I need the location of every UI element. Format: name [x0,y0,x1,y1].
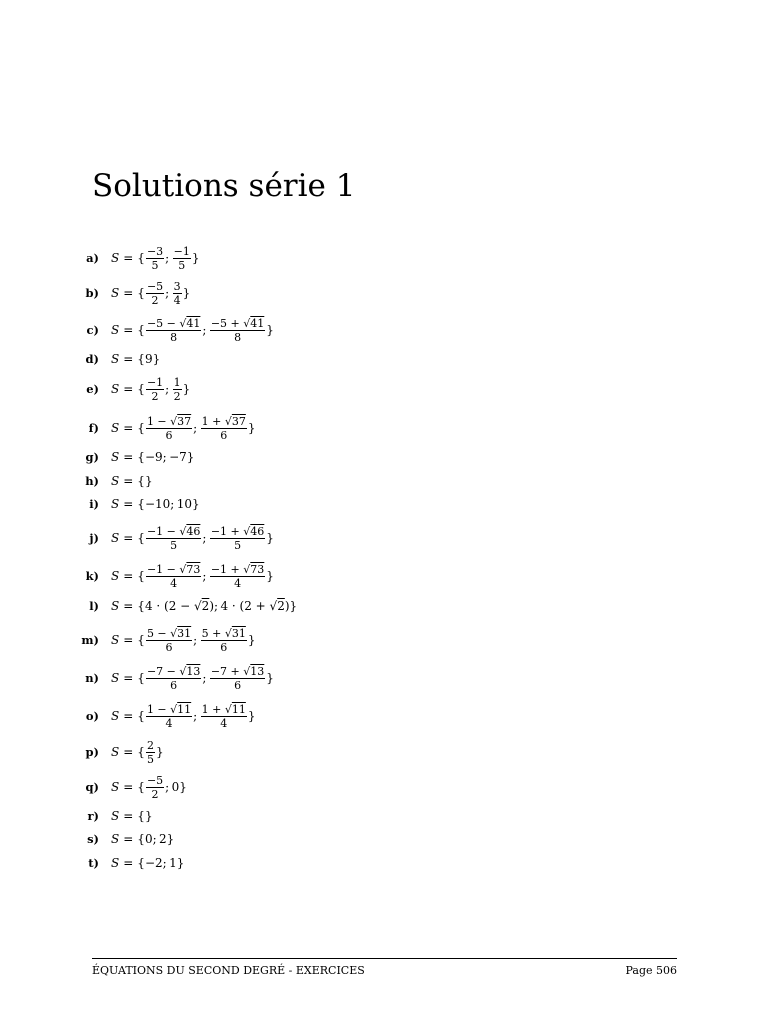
solution-label: k) [85,569,99,583]
solution-row [0,242,199,274]
fraction [146,377,164,402]
solution-row [0,736,164,768]
open-brace: { [137,286,145,300]
fraction-denominator: 8 [234,330,242,344]
fraction [173,281,182,306]
open-brace: { [137,780,145,794]
solution-row [0,560,274,592]
solution-row [0,343,160,375]
set-symbol: S [111,745,120,759]
solution-equation [111,832,174,846]
fraction-denominator: 2 [151,787,159,801]
separator: ; [202,671,209,685]
solution-equation [111,740,164,765]
solution-label: o) [85,709,99,723]
close-brace: } [191,251,200,265]
fraction [146,740,155,765]
equals-sign: = [123,856,134,870]
fraction-denominator: 5 [234,538,242,552]
fraction-numerator: −1 − √46 [146,524,201,538]
close-brace: } [182,286,191,300]
close-brace: } [266,569,274,583]
equals-sign: = [123,599,134,613]
fraction-numerator: 1 [173,375,181,389]
set-symbol: S [111,497,120,511]
footer-chapter-title: ÉQUATIONS DU SECOND DEGRÉ - EXERCICES [92,964,365,977]
separator: ; [170,497,177,511]
fraction-denominator: 4 [165,716,173,730]
set-symbol: S [111,352,120,366]
solution-equation [111,377,190,402]
solution-value: 0 [144,832,153,846]
fraction-denominator: 6 [165,428,173,442]
solution-value: 1 [169,856,177,870]
solution-equation [111,281,190,306]
fraction [210,666,265,691]
separator: ; [193,421,200,435]
solution-value: 4 · (2 + √2) [220,599,290,613]
equals-sign: = [123,286,134,300]
solution-label: p) [85,745,99,759]
fraction-numerator: −1 + √73 [210,562,265,576]
solution-label: a) [86,251,99,265]
fraction-denominator: 6 [234,678,242,692]
open-brace: { [137,450,145,464]
separator: ; [162,450,170,464]
solution-label: m) [81,633,99,647]
solution-equation [111,416,256,441]
fraction-denominator: 2 [173,389,181,403]
fraction-denominator: 6 [220,640,228,654]
separator: ; [165,251,172,265]
close-brace: } [144,809,153,823]
set-symbol: S [111,251,120,265]
radicand: 37 [231,414,246,428]
solution-equation [111,474,153,488]
fraction-denominator: 4 [170,576,178,590]
solution-label: b) [85,286,99,300]
solution-equation [111,526,274,551]
fraction-numerator: −7 + √13 [210,664,265,678]
close-brace: } [186,450,195,464]
footer-page-number: Page 506 [625,964,677,977]
solution-value: 2 [159,832,167,846]
equals-sign: = [123,421,134,435]
fraction [146,318,201,343]
close-brace: } [266,531,274,545]
solution-row [0,522,274,554]
radicand: 73 [250,562,265,576]
solution-label: l) [89,599,99,613]
radicand: 13 [250,664,265,678]
solution-value: 10 [176,497,192,511]
solution-equation [111,704,256,729]
solution-label: s) [87,832,99,846]
solution-label: t) [88,856,99,870]
open-brace: { [137,671,145,685]
solution-row [0,412,256,444]
solution-equation [111,856,184,870]
fraction [146,775,164,800]
solution-row [0,624,256,656]
equals-sign: = [123,709,134,723]
solution-row [0,847,184,879]
fraction-denominator: 6 [165,640,173,654]
solution-value: −9 [144,450,163,464]
footer-rule [92,958,677,959]
close-brace: } [289,599,298,613]
set-symbol: S [111,382,120,396]
fraction-numerator: 1 + √11 [201,702,246,716]
fraction [201,416,247,441]
solution-equation [111,628,256,653]
separator: ; [162,856,170,870]
radicand: 2 [201,599,210,613]
solution-value: 9 [144,352,153,366]
fraction [146,416,192,441]
separator: ; [165,382,172,396]
close-brace: } [144,474,153,488]
fraction-numerator: −5 [146,773,164,787]
solution-label: d) [85,352,99,366]
radicand: 46 [186,524,201,538]
fraction [146,628,192,653]
open-brace: { [137,421,145,435]
equals-sign: = [123,531,134,545]
fraction [146,704,192,729]
fraction [210,564,265,589]
set-symbol: S [111,809,120,823]
set-symbol: S [111,531,120,545]
separator: ; [152,832,160,846]
open-brace: { [137,832,145,846]
radicand: 73 [186,562,201,576]
fraction-numerator: −5 + √41 [210,316,265,330]
fraction-numerator: 1 − √37 [146,414,192,428]
equals-sign: = [123,251,134,265]
close-brace: } [266,671,274,685]
solution-label: f) [88,421,99,435]
equals-sign: = [123,382,134,396]
equals-sign: = [123,323,134,337]
close-brace: } [247,633,256,647]
separator: ; [193,709,200,723]
solution-label: n) [85,671,99,685]
close-brace: } [192,497,200,511]
open-brace: { [137,709,145,723]
fraction-numerator: −1 + √46 [210,524,265,538]
solution-label: c) [86,323,99,337]
solution-label: r) [87,809,99,823]
close-brace: } [247,421,256,435]
equals-sign: = [123,569,134,583]
fraction-numerator: 3 [173,279,181,293]
equals-sign: = [123,832,134,846]
fraction [210,318,265,343]
solution-label: g) [85,450,99,464]
fraction-denominator: 6 [220,428,228,442]
open-brace: { [137,323,145,337]
open-brace: { [137,599,145,613]
set-symbol: S [111,832,120,846]
equals-sign: = [123,474,134,488]
fraction [146,564,201,589]
fraction [210,526,265,551]
equals-sign: = [123,745,134,759]
radicand: 46 [250,524,265,538]
fraction [146,666,201,691]
fraction [201,628,247,653]
fraction-numerator: 1 − √11 [146,702,192,716]
set-symbol: S [111,709,120,723]
equals-sign: = [123,633,134,647]
open-brace: { [137,474,145,488]
open-brace: { [137,856,145,870]
fraction [146,526,201,551]
open-brace: { [137,745,145,759]
fraction-numerator: −5 [146,279,164,293]
radicand: 11 [177,702,192,716]
radicand: 41 [250,316,265,330]
open-brace: { [137,382,145,396]
fraction [173,246,191,271]
fraction-denominator: 5 [151,258,159,272]
solution-row [0,277,190,309]
fraction-denominator: 6 [170,678,178,692]
radicand: 31 [231,626,246,640]
solution-value: −2 [144,856,163,870]
fraction-denominator: 8 [170,330,178,344]
fraction-denominator: 4 [220,716,228,730]
open-brace: { [137,809,145,823]
fraction-numerator: 2 [146,738,154,752]
equals-sign: = [123,671,134,685]
close-brace: } [247,709,256,723]
fraction-denominator: 5 [170,538,178,552]
equals-sign: = [123,780,134,794]
solution-row [0,590,297,622]
solution-equation [111,352,160,366]
open-brace: { [137,251,145,265]
open-brace: { [137,633,145,647]
separator: ; [202,531,209,545]
solution-equation [111,666,274,691]
solution-equation [111,246,199,271]
fraction [146,281,164,306]
fraction-denominator: 2 [151,293,159,307]
fraction-numerator: 1 + √37 [201,414,246,428]
solution-value: −7 [169,450,187,464]
solution-label: q) [85,780,99,794]
solution-label: h) [85,474,99,488]
fraction-numerator: −1 [173,244,190,258]
close-brace: } [266,323,274,337]
set-symbol: S [111,323,120,337]
solution-equation [111,450,194,464]
radicand: 2 [277,599,285,613]
solution-label: e) [86,382,99,396]
solution-row [0,488,200,520]
close-brace: } [152,352,161,366]
solution-row [0,700,256,732]
fraction-numerator: −1 [146,375,164,389]
fraction-denominator: 4 [173,293,181,307]
equals-sign: = [123,352,134,366]
radicand: 11 [231,702,246,716]
solution-row [0,662,274,694]
fraction-numerator: 5 + √31 [201,626,246,640]
separator: ; [193,633,200,647]
separator: ; [214,599,221,613]
close-brace: } [182,382,191,396]
solution-label: i) [89,497,99,511]
fraction [173,377,182,402]
solution-row [0,771,187,803]
fraction-numerator: 5 − √31 [146,626,192,640]
solution-equation [111,564,274,589]
fraction-numerator: −1 − √73 [146,562,201,576]
fraction-numerator: −3 [146,244,164,258]
set-symbol: S [111,450,120,464]
solution-label: j) [89,531,99,545]
solution-value: −10 [144,497,171,511]
open-brace: { [137,531,145,545]
fraction-numerator: −7 − √13 [146,664,201,678]
open-brace: { [137,497,145,511]
solution-equation [111,809,153,823]
solution-row [0,314,274,346]
equals-sign: = [123,809,134,823]
fraction-denominator: 5 [146,752,154,766]
radicand: 31 [177,626,192,640]
open-brace: { [137,569,145,583]
solution-equation [111,318,274,343]
solution-row [0,373,190,405]
radicand: 13 [186,664,201,678]
solution-equation [111,599,297,613]
solution-value: 0 [171,780,180,794]
radicand: 37 [177,414,192,428]
set-symbol: S [111,286,120,300]
fraction [146,246,164,271]
set-symbol: S [111,671,120,685]
separator: ; [202,323,209,337]
close-brace: } [179,780,187,794]
close-brace: } [176,856,185,870]
equals-sign: = [123,450,134,464]
set-symbol: S [111,780,120,794]
solution-equation [111,775,187,800]
fraction-denominator: 5 [178,258,186,272]
equals-sign: = [123,497,134,511]
separator: ; [165,286,172,300]
set-symbol: S [111,599,120,613]
set-symbol: S [111,856,120,870]
fraction-numerator: −5 − √41 [146,316,201,330]
solution-value: 4 · (2 − √2) [144,599,214,613]
set-symbol: S [111,421,120,435]
fraction [201,704,247,729]
separator: ; [202,569,209,583]
set-symbol: S [111,569,120,583]
open-brace: { [137,352,145,366]
separator: ; [165,780,172,794]
solution-equation [111,497,200,511]
fraction-denominator: 4 [234,576,242,590]
set-symbol: S [111,474,120,488]
set-symbol: S [111,633,120,647]
fraction-denominator: 2 [151,389,159,403]
radicand: 41 [186,316,201,330]
close-brace: } [155,745,164,759]
page-title: Solutions série 1 [92,168,356,204]
close-brace: } [166,832,175,846]
